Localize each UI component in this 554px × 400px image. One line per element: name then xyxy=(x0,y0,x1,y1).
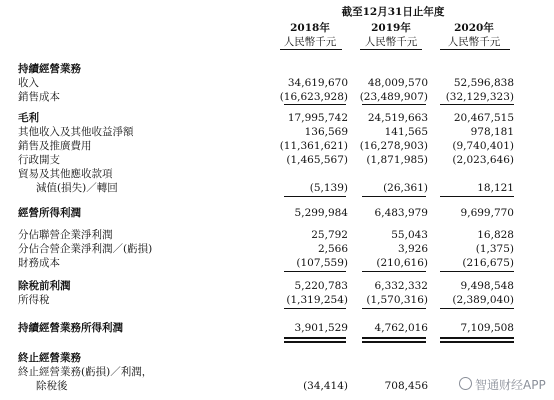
value-2020: 16,828 xyxy=(477,229,514,241)
value-2019: (26,361) xyxy=(383,182,428,194)
header-underline xyxy=(360,49,422,50)
value-2020: (216,675) xyxy=(462,257,514,269)
unit-2020: 人民幣千元 xyxy=(447,36,501,48)
value-2018: 25,792 xyxy=(311,229,348,241)
value-2018: (107,559) xyxy=(296,257,348,269)
row-label: 持續經營業務 xyxy=(18,63,81,75)
value-2018: 136,569 xyxy=(304,126,348,138)
value-2019: 6,332,332 xyxy=(374,280,428,292)
value-2020: (2,023,646) xyxy=(452,154,514,166)
total-double-line xyxy=(440,337,514,339)
total-double-line xyxy=(362,337,426,339)
value-2020: 20,467,515 xyxy=(453,112,514,124)
value-2019: 55,043 xyxy=(391,229,428,241)
value-2019: (1,570,316) xyxy=(366,294,428,306)
subtotal-line xyxy=(440,196,514,197)
value-2020: (9,740,401) xyxy=(452,140,514,152)
row-label: 分佔合營企業淨利潤／(虧損) xyxy=(18,243,153,255)
value-2020: 52,596,838 xyxy=(453,77,514,89)
value-2018: (34,414) xyxy=(303,380,348,392)
subtotal-line xyxy=(362,271,426,272)
value-2018: (1,319,254) xyxy=(286,294,348,306)
unit-2018: 人民幣千元 xyxy=(283,36,337,48)
subtotal-line xyxy=(284,271,346,272)
row-label: 財務成本 xyxy=(18,257,60,269)
row-label: 經營所得利潤 xyxy=(18,207,81,219)
subtotal-line xyxy=(440,308,514,309)
row-label: 毛利 xyxy=(18,112,39,124)
subtotal-line xyxy=(284,196,346,197)
value-2019: 6,483,979 xyxy=(374,207,428,219)
subtotal-line xyxy=(440,104,514,105)
value-2020: 18,121 xyxy=(477,182,514,194)
subtotal-line xyxy=(284,308,346,309)
value-2018: 5,299,984 xyxy=(294,207,348,219)
row-label: 其他收入及其他收益淨額 xyxy=(18,126,134,138)
value-2018: 2,566 xyxy=(317,243,348,255)
value-2019: 24,519,663 xyxy=(367,112,428,124)
header-underline xyxy=(440,49,510,50)
row-label: 貿易及其他應收款項 xyxy=(18,168,113,180)
value-2020: (1,375) xyxy=(475,243,514,255)
total-double-line xyxy=(362,341,426,343)
row-label: 終止經營業務(虧損)／利潤， xyxy=(18,366,153,378)
value-2018: (5,139) xyxy=(309,182,348,194)
subtotal-line xyxy=(362,104,426,105)
value-2018: (1,465,567) xyxy=(286,154,348,166)
row-label: 除稅後 xyxy=(36,380,68,392)
subtotal-line xyxy=(362,196,426,197)
row-label: 銷售成本 xyxy=(18,91,60,103)
value-2019: (23,489,907) xyxy=(359,91,428,103)
row-label: 分佔聯營企業淨利潤 xyxy=(18,229,113,241)
row-label: 除稅前利潤 xyxy=(18,280,71,292)
unit-2019: 人民幣千元 xyxy=(364,36,418,48)
row-label: 銷售及推廣費用 xyxy=(18,140,92,152)
value-2018: 5,220,783 xyxy=(294,280,348,292)
row-label: 終止經營業務 xyxy=(18,352,81,364)
subtotal-line xyxy=(284,104,346,105)
total-double-line xyxy=(440,341,514,343)
value-2019: 4,762,016 xyxy=(374,322,428,334)
watermark: 智通财经APP xyxy=(475,378,546,392)
value-2019: (210,616) xyxy=(376,257,428,269)
value-2019: 3,926 xyxy=(397,243,428,255)
header-underline xyxy=(280,49,342,50)
watermark-logo-icon xyxy=(459,377,472,390)
period-header: 截至12月31日止年度 xyxy=(341,6,445,18)
value-2019: (16,278,903) xyxy=(359,140,428,152)
value-2018: 17,995,742 xyxy=(287,112,348,124)
value-2019: 708,456 xyxy=(384,380,428,392)
value-2018: 3,901,529 xyxy=(294,322,348,334)
total-double-line xyxy=(284,337,346,339)
value-2019: (1,871,985) xyxy=(366,154,428,166)
value-2018: (16,623,928) xyxy=(279,91,348,103)
row-label: 收入 xyxy=(18,77,39,89)
subtotal-line xyxy=(362,308,426,309)
year-2020: 2020年 xyxy=(454,22,494,34)
value-2019: 141,565 xyxy=(384,126,428,138)
value-2019: 48,009,570 xyxy=(367,77,428,89)
total-double-line xyxy=(284,341,346,343)
value-2018: (11,361,621) xyxy=(279,140,348,152)
value-2020: 978,181 xyxy=(470,126,514,138)
value-2020: 9,498,548 xyxy=(460,280,514,292)
year-2019: 2019年 xyxy=(371,22,411,34)
value-2020: 9,699,770 xyxy=(460,207,514,219)
value-2020: 7,109,508 xyxy=(460,322,514,334)
row-label: 減值(損失)／轉回 xyxy=(36,182,118,194)
row-label: 所得稅 xyxy=(18,294,50,306)
year-2018: 2018年 xyxy=(290,22,330,34)
subtotal-line xyxy=(440,271,514,272)
value-2020: (2,389,040) xyxy=(452,294,514,306)
value-2020: (32,129,323) xyxy=(445,91,514,103)
value-2018: 34,619,670 xyxy=(287,77,348,89)
row-label: 持續經營業務所得利潤 xyxy=(18,322,123,334)
row-label: 行政開支 xyxy=(18,154,60,166)
